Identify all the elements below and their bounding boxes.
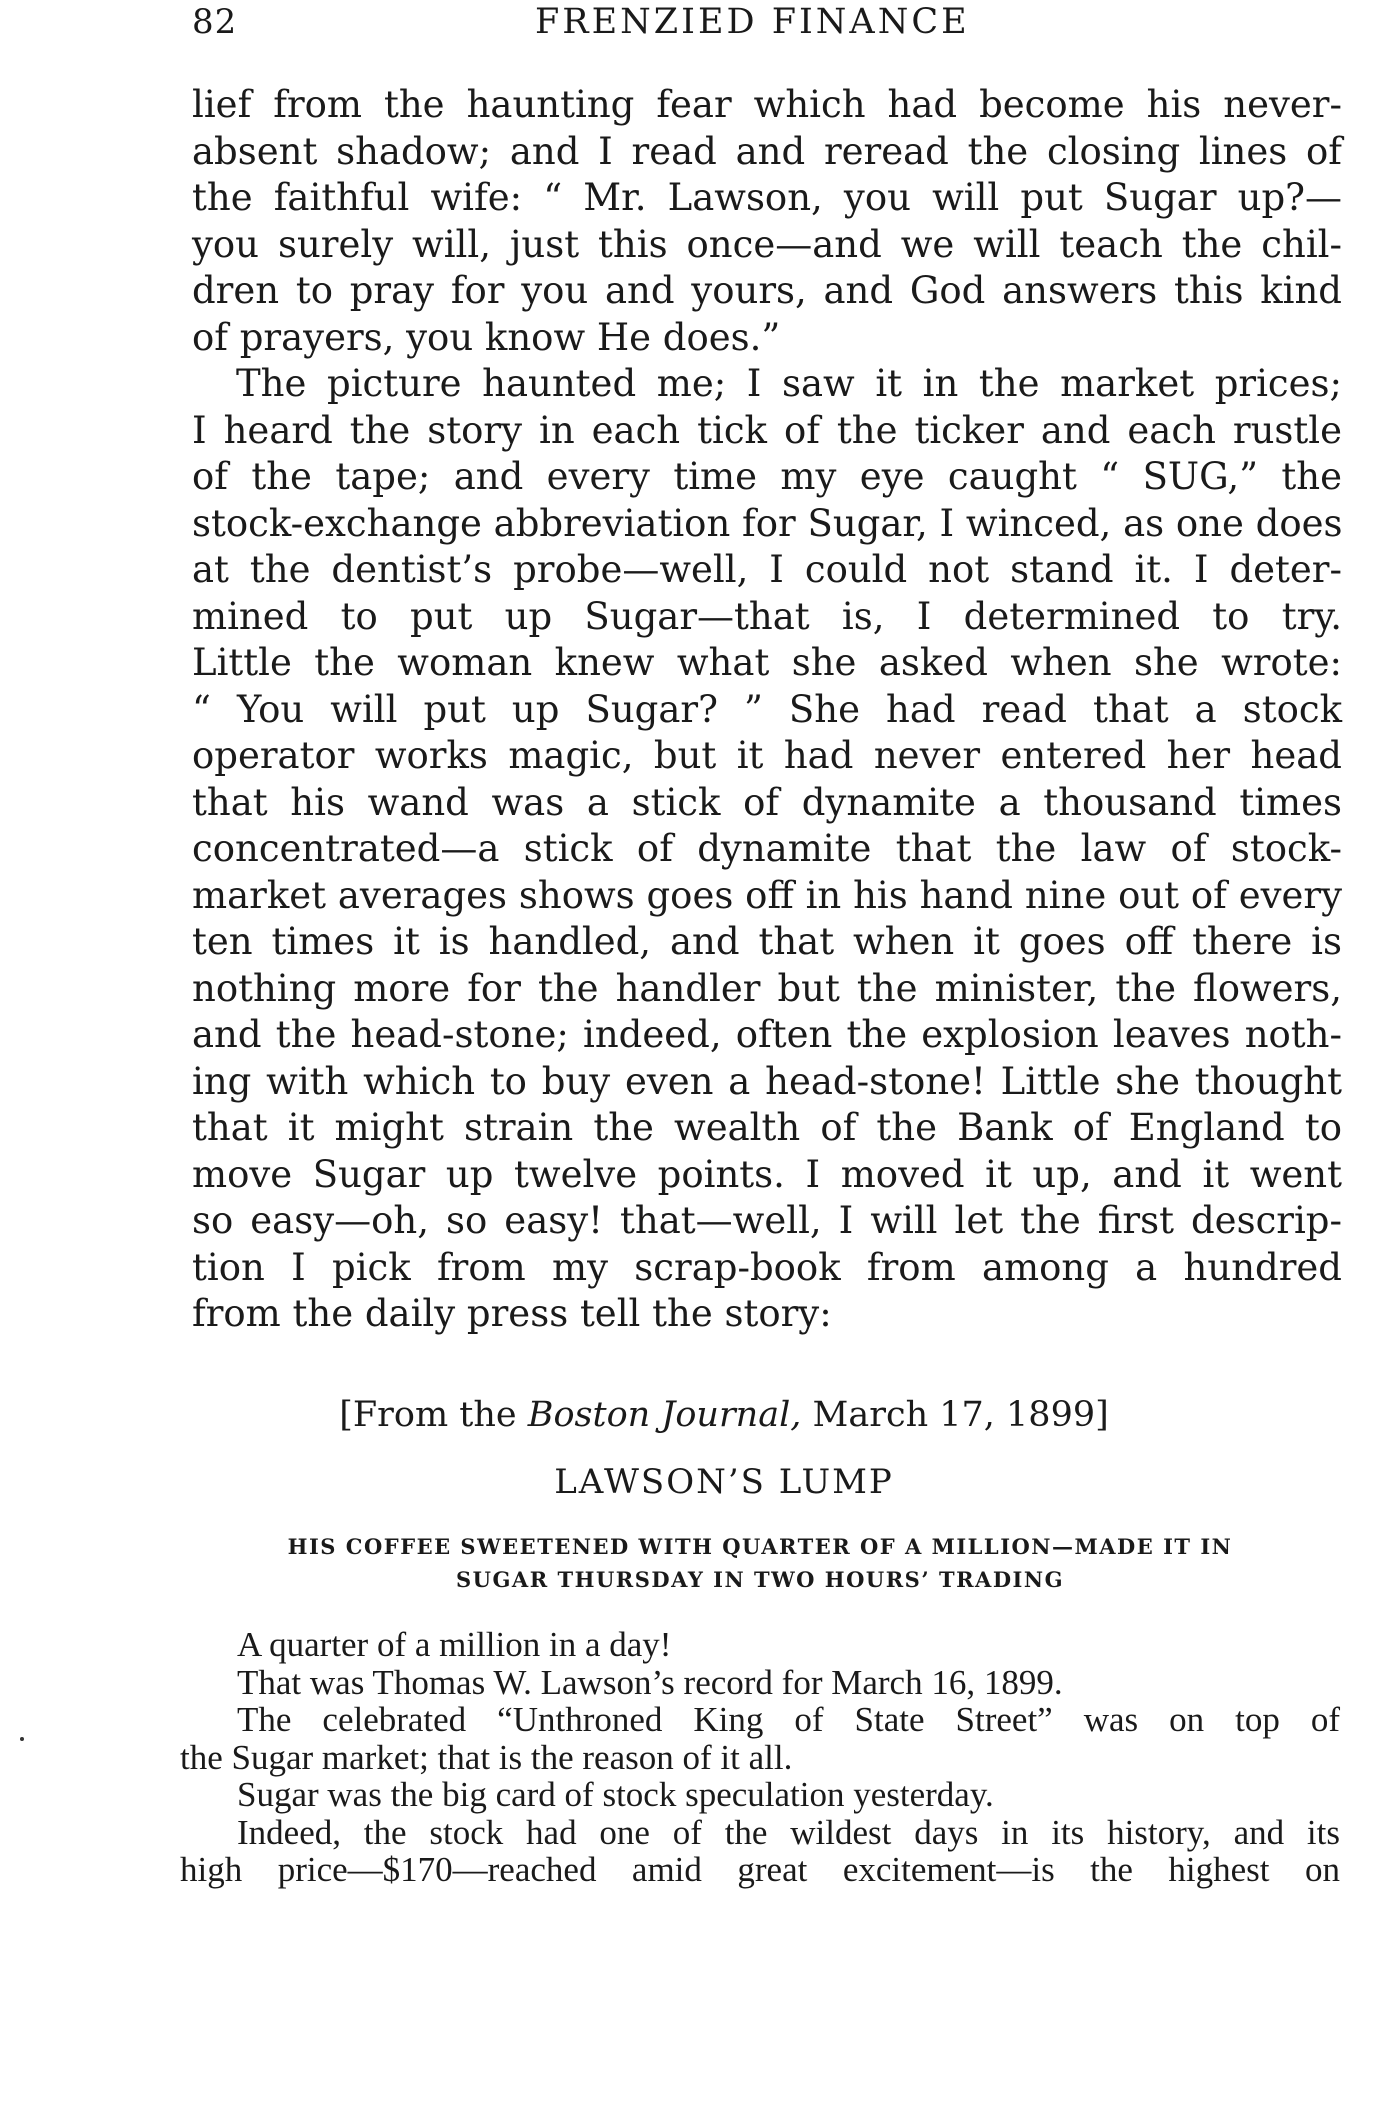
text-line: market averages shows goes off in his hand nine out of every [192, 873, 1342, 917]
text-line: absent shadow; and I read and reread the closing lines of [192, 129, 1342, 173]
text-line: that it might strain the wealth of the Bank of England to [192, 1106, 1342, 1149]
text-line: tion I pick from my scrap-book from among a hundred [192, 1245, 1342, 1289]
text-line: nothing more for the handler but the minister, the flowers, [192, 966, 1342, 1010]
subhead-line: HIS COFFEE SWEETENED WITH QUARTER OF A MILLION—MADE IT IN [287, 1534, 1233, 1559]
text-line: “ You will put up Sugar? ” She had read that a stock [192, 687, 1342, 731]
news-line: Indeed, the stock had one of the wildest days in its history, and its [237, 1812, 1340, 1852]
text-line: lief from the haunting fear which had become his never- [192, 83, 1342, 126]
clipping-subhead [180, 1530, 1340, 1596]
text-line: from the daily press tell the story: [192, 1292, 832, 1335]
page-number: 82 [192, 2, 238, 42]
clipping-source [34, 1395, 1380, 1435]
news-line: A quarter of a million in a day! [237, 1625, 672, 1664]
clipping-source-date: March 17, 1899] [801, 1395, 1109, 1435]
text-line: The picture haunted me; I saw it in the market prices; [236, 362, 1342, 405]
text-line: you surely will, just this once—and we will teach the chil- [192, 222, 1342, 266]
clipping-headline: LAWSON’S LUMP [554, 1462, 894, 1502]
text-line: of prayers, you know He does.” [192, 315, 781, 359]
text-line: ten times it is handled, and that when it goes off there is [192, 920, 1342, 963]
text-line: concentrated—a stick of dynamite that the law of stock- [192, 827, 1342, 870]
news-line: That was Thomas W. Lawson’s record for March 16, 1899. [237, 1662, 1063, 1702]
news-line: The celebrated “Unthroned King of State Street” was on top of [237, 1700, 1340, 1739]
text-line: at the dentist’s probe—well, I could not stand it. I deter- [192, 548, 1342, 591]
paragraph-1 [192, 82, 1342, 361]
clipping-body [180, 1626, 1340, 1889]
subhead-line: SUGAR THURSDAY IN TWO HOURS’ TRADING [456, 1567, 1064, 1592]
running-head [0, 0, 1380, 60]
text-line: ing with which to buy even a head-stone! Little she thought [192, 1059, 1342, 1103]
text-line: mined to put up Sugar—that is, I determined to try. [192, 594, 1342, 638]
text-line: I heard the story in each tick of the ticker and each rustle [192, 408, 1342, 452]
text-line: the faithful wife: “ Mr. Lawson, you will put Sugar up?— [192, 176, 1342, 219]
text-line: operator works magic, but it had never entered her head [192, 734, 1342, 777]
body-text [192, 82, 1342, 1338]
clipping-source-prefix: [From the [339, 1395, 528, 1435]
text-line: stock-exchange abbreviation for Sugar, I winced, as one does [192, 501, 1343, 545]
text-line: dren to pray for you and yours, and God answers this kind [192, 269, 1342, 312]
paragraph-2 [192, 361, 1342, 1338]
text-line: Little the woman knew what she asked when she wrote: [192, 641, 1342, 684]
news-line: high price—$170—reached amid great excitement—is the highest on [180, 1850, 1340, 1889]
text-line: so easy—oh, so easy! that—well, I will let the first descrip- [192, 1199, 1342, 1242]
news-line: the Sugar market; that is the reason of it all. [180, 1737, 793, 1777]
news-line: Sugar was the big card of stock speculation yesterday. [237, 1775, 994, 1814]
clipping-publication: Boston Journal, [527, 1395, 802, 1435]
text-line: and the head-stone; indeed, often the explosion leaves noth- [192, 1013, 1342, 1056]
text-line: of the tape; and every time my eye caught “ SUG,” the [192, 455, 1342, 498]
text-line: that his wand was a stick of dynamite a thousand times [192, 780, 1342, 824]
text-line: move Sugar up twelve points. I moved it up, and it went [192, 1152, 1342, 1196]
ink-speck [20, 1737, 24, 1741]
running-title: FRENZIED FINANCE [535, 2, 970, 42]
